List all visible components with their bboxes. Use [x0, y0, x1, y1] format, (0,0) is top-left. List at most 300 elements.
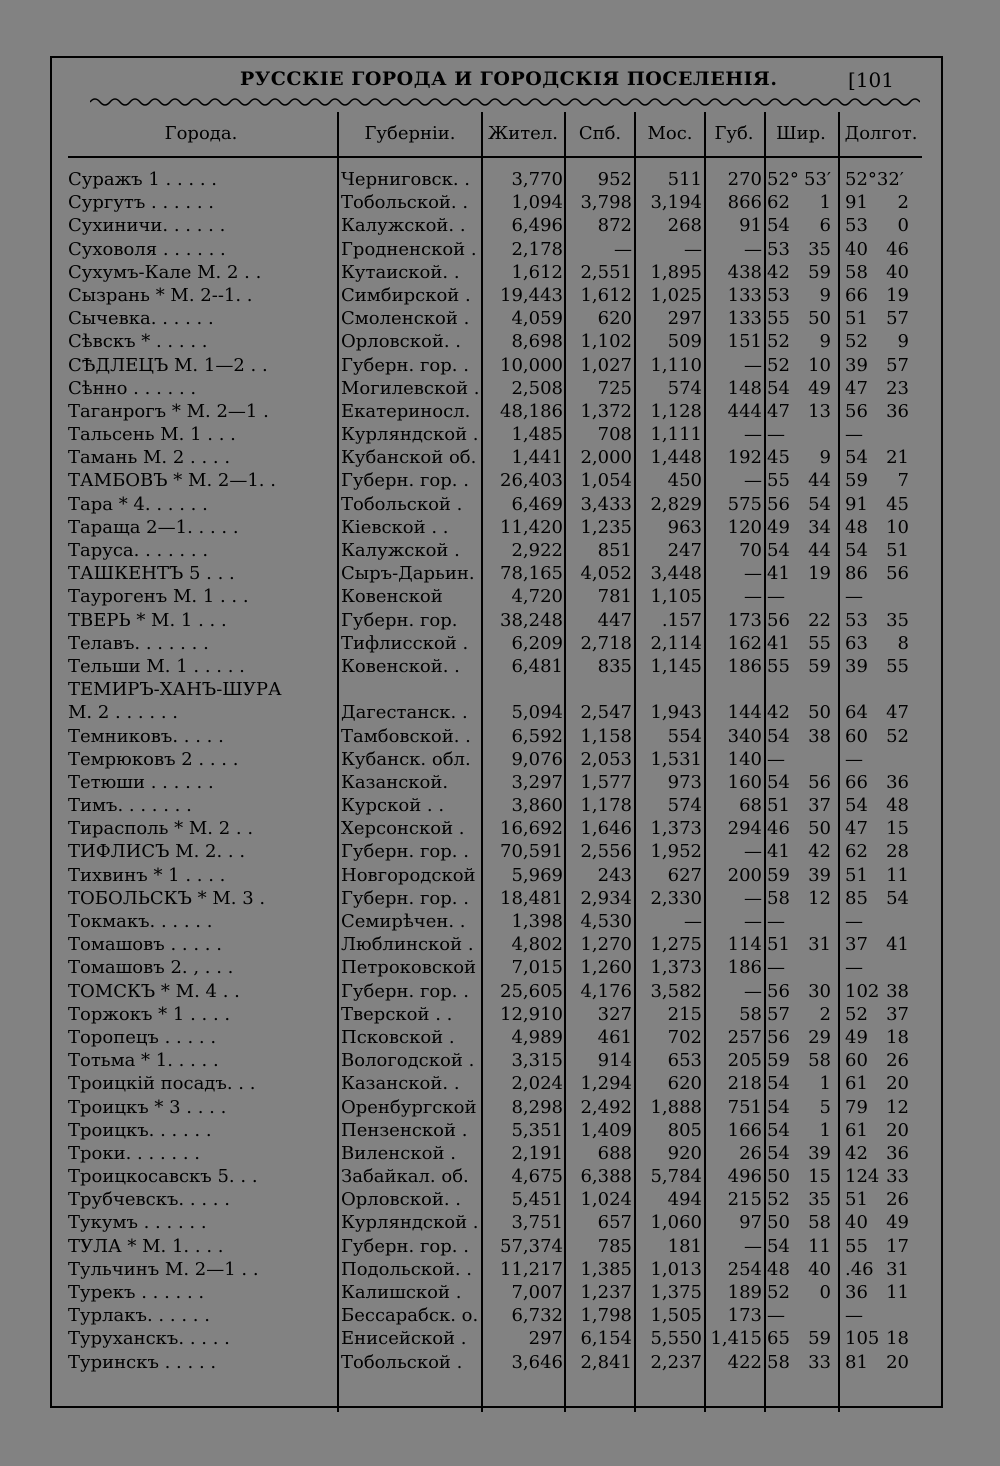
wavy-rule: [90, 95, 920, 109]
city-cell: Томашовъ . . . . .: [68, 934, 222, 956]
longitude-cell: [845, 655, 917, 678]
latitude-degrees: 59: [767, 864, 790, 886]
latitude-degrees: 50: [767, 1212, 790, 1234]
distance-gub-cell: 186: [727, 655, 762, 677]
latitude-cell: [767, 1351, 833, 1374]
longitude-cell: [845, 354, 917, 377]
province-cell: Ковенской: [341, 586, 443, 608]
city-cell: Туруханскъ. . . . .: [68, 1328, 230, 1350]
population-cell: 3,297: [511, 771, 563, 793]
latitude-degrees: 42: [767, 261, 790, 283]
distance-mos-cell: 1,013: [650, 1258, 702, 1280]
province-cell: Сыръ-Дарьин.: [341, 563, 475, 585]
longitude-cell: [845, 1235, 917, 1258]
distance-gub-cell: —: [744, 563, 762, 585]
population-cell: 4,989: [511, 1026, 563, 1048]
latitude-degrees: 52: [767, 1189, 790, 1211]
longitude-cell: [845, 1258, 917, 1281]
longitude-degrees: 47: [845, 377, 868, 399]
table-row: [0, 910, 1000, 933]
distance-mos-cell: 1,275: [650, 934, 702, 956]
distance-gub-cell: 91: [739, 215, 762, 237]
distance-gub-cell: —: [744, 424, 762, 446]
longitude-cell: [845, 980, 917, 1003]
distance-spb-cell: 725: [597, 377, 632, 399]
longitude-degrees: 40: [845, 1212, 868, 1234]
distance-mos-cell: 215: [667, 1003, 702, 1025]
longitude-minutes: 18: [886, 1328, 909, 1350]
distance-gub-cell: 120: [727, 516, 762, 538]
longitude-cell: [845, 1096, 917, 1119]
distance-gub-cell: 133: [727, 308, 762, 330]
province-cell: Калужской .: [341, 540, 460, 561]
latitude-cell: [767, 933, 833, 956]
longitude-minutes: 18: [886, 1026, 909, 1048]
table-row: [0, 817, 1000, 840]
latitude-minutes: 11: [808, 1235, 831, 1257]
distance-mos-cell: 181: [667, 1235, 702, 1257]
distance-mos-cell: 2,237: [650, 1351, 702, 1373]
population-cell: 78,165: [500, 563, 563, 585]
latitude-cell: [767, 423, 833, 446]
population-cell: 57,374: [500, 1235, 563, 1257]
latitude-degrees: —: [767, 957, 785, 979]
longitude-degrees: 37: [845, 934, 868, 956]
latitude-cell: [767, 1119, 833, 1142]
distance-spb-cell: 327: [597, 1003, 632, 1025]
distance-mos-cell: 1,111: [650, 424, 702, 446]
table-row: [0, 423, 1000, 446]
population-cell: 25,605: [500, 980, 563, 1002]
longitude-cell: [845, 539, 917, 562]
table-row: [0, 516, 1000, 539]
longitude-cell: [845, 609, 917, 632]
longitude-degrees: —: [845, 748, 863, 770]
table-row: [0, 678, 1000, 701]
latitude-minutes: 50: [808, 308, 831, 330]
distance-gub-cell: 575: [727, 493, 762, 515]
distance-mos-cell: 1,952: [650, 841, 702, 863]
distance-spb-cell: 3,798: [580, 192, 632, 214]
longitude-degrees: 53: [845, 609, 868, 631]
longitude-degrees: 124: [845, 1166, 880, 1188]
longitude-degrees: —: [845, 586, 863, 608]
distance-gub-cell: 218: [727, 1073, 762, 1095]
longitude-degrees: 91: [845, 192, 868, 214]
distance-mos-cell: .157: [661, 609, 702, 631]
distance-spb-cell: 872: [597, 215, 632, 237]
latitude-degrees: 52: [767, 354, 790, 376]
longitude-cell: [845, 678, 917, 701]
latitude-degrees: 55: [767, 308, 790, 330]
population-cell: 1,441: [511, 447, 563, 469]
table-row: [0, 493, 1000, 516]
latitude-cell: [767, 1304, 833, 1327]
province-cell: Губерн. гор. .: [341, 1235, 469, 1257]
longitude-cell: [845, 469, 917, 492]
longitude-cell: [845, 910, 917, 933]
population-cell: 5,969: [511, 864, 563, 886]
longitude-cell: [845, 168, 917, 191]
latitude-degrees: 53: [767, 238, 790, 260]
province-cell: Тобольской. .: [341, 192, 469, 214]
city-cell: Трубчевскъ. . . . .: [68, 1189, 230, 1211]
latitude-minutes: 49: [808, 377, 831, 399]
longitude-minutes: 55: [886, 655, 909, 677]
population-cell: 26,403: [500, 470, 563, 492]
latitude-minutes: 1: [819, 1119, 831, 1141]
latitude-degrees: 62: [767, 192, 790, 214]
distance-spb-cell: 6,388: [580, 1166, 632, 1188]
city-cell: Таганрогъ * М. 2—1 .: [68, 400, 269, 422]
col-head-lon: Долгот.: [844, 122, 918, 144]
longitude-minutes: 56: [886, 563, 909, 585]
longitude-cell: [845, 1327, 917, 1350]
longitude-degrees: 59: [845, 470, 868, 492]
province-cell: Кубанск. обл.: [341, 748, 471, 770]
latitude-cell: [767, 1235, 833, 1258]
latitude-minutes: 34: [808, 516, 831, 538]
city-cell: М. 2 . . . . . .: [68, 702, 178, 724]
distance-mos-cell: 3,582: [650, 980, 702, 1002]
latitude-cell: [767, 446, 833, 469]
latitude-degrees: 45: [767, 447, 790, 469]
longitude-degrees: 48: [845, 516, 868, 538]
longitude-cell: [845, 238, 917, 261]
city-cell: Турлакъ. . . . . .: [68, 1305, 210, 1327]
distance-spb-cell: 620: [597, 308, 632, 330]
longitude-minutes: 20: [886, 1351, 909, 1373]
distance-gub-cell: —: [744, 586, 762, 608]
distance-gub-cell: 215: [727, 1189, 762, 1211]
distance-spb-cell: 1,027: [580, 354, 632, 376]
distance-spb-cell: 2,934: [580, 887, 632, 909]
city-cell: ТВЕРЬ * М. 1 . . .: [68, 609, 227, 631]
col-head-lat: Шир.: [776, 122, 826, 144]
table-row: [0, 771, 1000, 794]
distance-gub-cell: 133: [727, 284, 762, 306]
longitude-degrees: 53: [845, 215, 868, 237]
distance-spb-cell: 1,270: [580, 934, 632, 956]
longitude-cell: [845, 1119, 917, 1142]
longitude-cell: [845, 214, 917, 237]
latitude-cell: [767, 1327, 833, 1350]
province-cell: Гродненской .: [341, 238, 477, 260]
distance-gub-cell: 166: [727, 1119, 762, 1141]
table-row: [0, 377, 1000, 400]
city-cell: Торопецъ . . . . .: [68, 1026, 217, 1048]
latitude-minutes: 59: [808, 655, 831, 677]
province-cell: Курляндской .: [341, 1212, 479, 1234]
longitude-degrees: —: [845, 911, 863, 932]
province-cell: Курляндской .: [341, 424, 479, 446]
longitude-minutes: 41: [886, 934, 909, 956]
latitude-degrees: 41: [767, 841, 790, 863]
table-row: [0, 1119, 1000, 1142]
population-cell: 16,692: [500, 818, 563, 840]
longitude-minutes: 15: [886, 818, 909, 840]
longitude-minutes: 0: [897, 215, 909, 237]
province-cell: Губерн. гор. .: [341, 980, 469, 1002]
longitude-degrees: 36: [845, 1282, 868, 1303]
latitude-degrees: 52: [767, 1282, 790, 1303]
distance-spb-cell: 657: [597, 1212, 632, 1234]
province-cell: Подольской. .: [341, 1258, 473, 1280]
province-cell: Казанской.: [341, 771, 449, 793]
longitude-degrees: 51: [845, 1189, 868, 1211]
distance-gub-cell: 68: [739, 795, 762, 817]
distance-mos-cell: 247: [667, 540, 702, 561]
population-cell: 8,698: [511, 331, 563, 353]
population-cell: 2,508: [511, 377, 563, 399]
longitude-degrees: 81: [845, 1351, 868, 1373]
city-cell: Тихвинъ * 1 . . . .: [68, 864, 226, 886]
distance-spb-cell: 1,054: [580, 470, 632, 492]
longitude-cell: [845, 493, 917, 516]
latitude-minutes: 50: [808, 702, 831, 724]
table-row: [0, 1351, 1000, 1374]
running-head: [0, 68, 1000, 96]
latitude-cell: [767, 238, 833, 261]
table-row: [0, 1188, 1000, 1211]
distance-mos-cell: 5,550: [650, 1328, 702, 1350]
province-cell: Тобольской .: [341, 1351, 463, 1373]
table-row: [0, 446, 1000, 469]
longitude-degrees: 51: [845, 864, 868, 886]
distance-gub-cell: 70: [739, 540, 762, 561]
city-cell: Темниковъ. . . . .: [68, 725, 224, 747]
distance-gub-cell: —: [744, 238, 762, 260]
latitude-minutes: 44: [808, 470, 831, 492]
latitude-degrees: 48: [767, 1258, 790, 1280]
province-cell: Тверской . .: [341, 1003, 453, 1025]
longitude-cell: [845, 377, 917, 400]
city-cell: Томашовъ 2. , . . .: [68, 957, 234, 979]
province-cell: Кубанской об.: [341, 447, 477, 469]
latitude-degrees: 54: [767, 1235, 790, 1257]
latitude-minutes: 35: [808, 1189, 831, 1211]
table-row: [0, 980, 1000, 1003]
table-row: [0, 1049, 1000, 1072]
population-cell: 8,298: [511, 1096, 563, 1118]
longitude-degrees: 52: [845, 1003, 868, 1025]
table-row: [0, 748, 1000, 771]
latitude-degrees: 54: [767, 771, 790, 793]
table-row: [0, 1072, 1000, 1095]
longitude-minutes: 47: [886, 702, 909, 724]
longitude-minutes: 28: [886, 841, 909, 863]
distance-gub-cell: 866: [727, 192, 762, 214]
longitude-cell: [845, 701, 917, 724]
latitude-degrees: 57: [767, 1003, 790, 1025]
table-row: [0, 701, 1000, 724]
distance-spb-cell: 1,024: [580, 1189, 632, 1211]
province-cell: Виленской .: [341, 1142, 456, 1164]
population-cell: 3,770: [511, 169, 563, 190]
province-cell: Курской . .: [341, 795, 445, 817]
population-cell: 7,007: [511, 1282, 563, 1303]
distance-spb-cell: 851: [597, 540, 632, 561]
latitude-minutes: 35: [808, 238, 831, 260]
latitude-cell: [767, 632, 833, 655]
population-cell: 48,186: [500, 400, 563, 422]
population-cell: 70,591: [500, 841, 563, 863]
longitude-minutes: 12: [886, 1096, 909, 1118]
latitude-minutes: 58: [808, 1212, 831, 1234]
longitude-cell: [845, 794, 917, 817]
longitude-cell: [845, 1142, 917, 1165]
table-row: [0, 307, 1000, 330]
province-cell: Петроковской: [341, 957, 477, 979]
latitude-minutes: 19: [808, 563, 831, 585]
distance-gub-cell: 200: [727, 864, 762, 886]
distance-gub-cell: 58: [739, 1003, 762, 1025]
col-head-gub: Губ.: [714, 122, 754, 144]
city-cell: Тара * 4. . . . . .: [68, 493, 208, 515]
province-cell: Губерн. гор. .: [341, 887, 469, 909]
latitude-cell: [767, 609, 833, 632]
longitude-minutes: 37: [886, 1003, 909, 1025]
latitude-cell: [767, 1072, 833, 1095]
longitude-cell: [845, 864, 917, 887]
province-cell: Губерн. гор.: [341, 609, 458, 631]
distance-mos-cell: 1,375: [650, 1282, 702, 1303]
province-cell: Губерн. гор. .: [341, 354, 469, 376]
distance-gub-cell: 148: [727, 377, 762, 399]
distance-mos-cell: 509: [667, 331, 702, 353]
city-cell: Тульчинъ М. 2—1 . .: [68, 1258, 259, 1280]
longitude-cell: [845, 632, 917, 655]
longitude-degrees: 86: [845, 563, 868, 585]
table-row: [0, 284, 1000, 307]
distance-gub-cell: 444: [727, 400, 762, 422]
distance-mos-cell: 1,888: [650, 1096, 702, 1118]
latitude-degrees: 51: [767, 934, 790, 956]
distance-spb-cell: 835: [597, 655, 632, 677]
distance-mos-cell: 494: [667, 1189, 702, 1211]
distance-mos-cell: 1,105: [650, 586, 702, 608]
city-cell: Тетюши . . . . . .: [68, 771, 214, 793]
population-cell: 2,178: [511, 238, 563, 260]
population-cell: 4,675: [511, 1166, 563, 1188]
longitude-degrees: —: [845, 424, 863, 446]
latitude-cell: [767, 864, 833, 887]
distance-spb-cell: 1,798: [580, 1305, 632, 1327]
table-row: [0, 469, 1000, 492]
distance-gub-cell: 438: [727, 261, 762, 283]
city-cell: Сѣнно . . . . . .: [68, 377, 197, 399]
population-cell: 19,443: [500, 284, 563, 306]
distance-gub-cell: 192: [727, 447, 762, 469]
latitude-cell: [767, 562, 833, 585]
city-cell: Троицкъ * 3 . . . .: [68, 1096, 227, 1118]
longitude-degrees: .46: [845, 1258, 874, 1280]
population-cell: 1,094: [511, 192, 563, 214]
latitude-minutes: 9: [819, 284, 831, 306]
latitude-cell: [767, 980, 833, 1003]
city-cell: Тальсень М. 1 . . .: [68, 424, 236, 446]
distance-mos-cell: 1,373: [650, 818, 702, 840]
distance-spb-cell: 1,102: [580, 331, 632, 353]
latitude-cell: [767, 1188, 833, 1211]
longitude-degrees: 55: [845, 1235, 868, 1257]
latitude-cell: [767, 214, 833, 237]
table-row: [0, 1142, 1000, 1165]
longitude-cell: [845, 261, 917, 284]
longitude-minutes: 51: [886, 540, 909, 561]
distance-mos-cell: 805: [667, 1119, 702, 1141]
latitude-minutes: 59: [808, 261, 831, 283]
latitude-degrees: 46: [767, 818, 790, 840]
longitude-minutes: 36: [886, 1142, 909, 1164]
table-row: [0, 1026, 1000, 1049]
distance-mos-cell: 1,895: [650, 261, 702, 283]
distance-spb-cell: 3,433: [580, 493, 632, 515]
population-cell: 5,094: [511, 702, 563, 724]
longitude-degrees: 56: [845, 400, 868, 422]
city-cell: Троицкосавскъ 5. . .: [68, 1166, 258, 1188]
distance-gub-cell: 114: [727, 934, 762, 956]
distance-mos-cell: 268: [667, 215, 702, 237]
city-cell: Сызрань * М. 2--1. .: [68, 284, 253, 306]
city-cell: СѢДЛЕЦЪ М. 1—2 . .: [68, 354, 268, 376]
longitude-degrees: 60: [845, 725, 868, 747]
longitude-degrees: 54: [845, 795, 868, 817]
longitude-cell: [845, 1304, 917, 1327]
table-row: [0, 1258, 1000, 1281]
distance-mos-cell: —: [684, 238, 702, 260]
latitude-cell: [767, 1211, 833, 1234]
distance-gub-cell: —: [744, 354, 762, 376]
latitude-cell: [767, 1142, 833, 1165]
longitude-cell: [845, 1026, 917, 1049]
latitude-minutes: 38: [808, 725, 831, 747]
table-row: [0, 168, 1000, 191]
latitude-cell: [767, 678, 833, 701]
longitude-cell: [845, 956, 917, 979]
table-row: [0, 539, 1000, 562]
distance-mos-cell: 511: [667, 169, 702, 190]
distance-mos-cell: 1,110: [650, 354, 702, 376]
province-cell: Люблинской .: [341, 934, 474, 956]
latitude-cell: [767, 748, 833, 771]
distance-mos-cell: 574: [667, 377, 702, 399]
distance-gub-cell: 26: [739, 1142, 762, 1164]
population-cell: 7,015: [511, 957, 563, 979]
distance-spb-cell: 1,646: [580, 818, 632, 840]
latitude-degrees: 58: [767, 1351, 790, 1373]
distance-spb-cell: 2,718: [580, 632, 632, 654]
population-cell: 11,420: [500, 516, 563, 538]
distance-spb-cell: 2,556: [580, 841, 632, 863]
longitude-cell: [845, 1072, 917, 1095]
province-cell: Ковенской. .: [341, 655, 460, 677]
population-cell: 6,732: [511, 1305, 563, 1327]
city-cell: Тирасполь * М. 2 . .: [68, 818, 254, 840]
latitude-cell: [767, 585, 833, 608]
province-cell: Бессарабск. о.: [341, 1305, 479, 1327]
table-row: [0, 1096, 1000, 1119]
city-cell: Тамань М. 2 . . . .: [68, 447, 231, 469]
distance-mos-cell: —: [684, 911, 702, 932]
table-body: [0, 168, 1000, 1374]
distance-spb-cell: 1,409: [580, 1119, 632, 1141]
city-cell: ТОБОЛЬСКЪ * М. 3 .: [68, 887, 266, 909]
distance-spb-cell: 4,530: [580, 911, 632, 932]
longitude-degrees: 79: [845, 1096, 868, 1118]
distance-gub-cell: 173: [727, 609, 762, 631]
table-row: [0, 354, 1000, 377]
